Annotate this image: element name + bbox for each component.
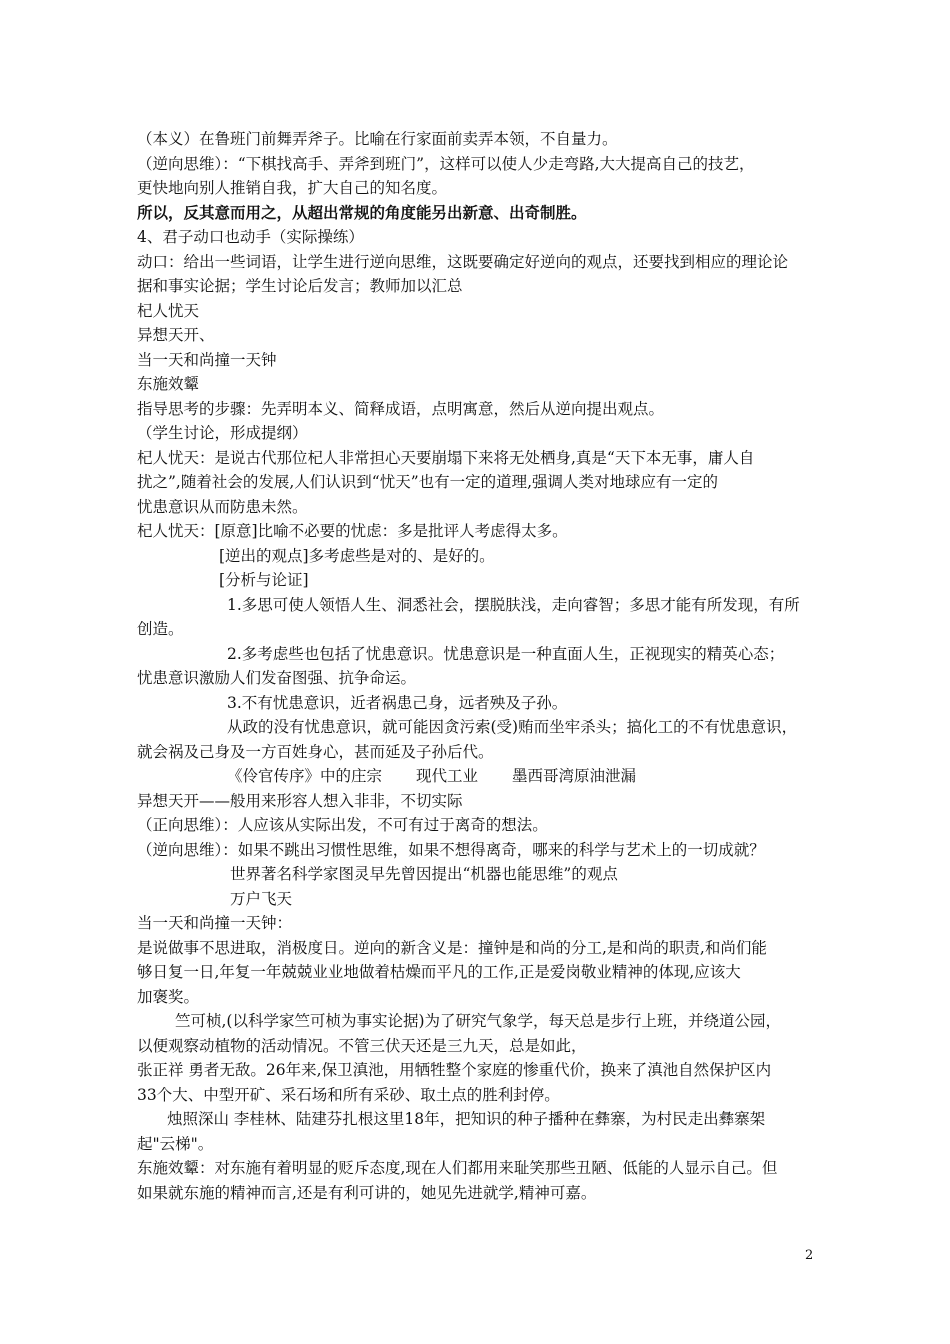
text-line: 指导思考的步骤：先弄明本义、简释成语，点明寓意，然后从逆向提出观点。 bbox=[137, 399, 665, 418]
text-line: （逆向思维）：“下棋找高手、弄斧到班门”，这样可以使人少走弯路,大大提高自己的技艺， bbox=[137, 154, 755, 173]
text-line: （正向思维）：人应该从实际出发，不可有过于离奇的想法。 bbox=[137, 816, 548, 834]
text-line: 竺可桢,(以科学家竺可桢为事实论据)为了研究气象学，每天总是步行上班，并绕道公园， bbox=[175, 1012, 782, 1030]
examples-line bbox=[137, 764, 819, 789]
text-line: 就会祸及己身及一方百姓身心，甚而延及子孙后代。 bbox=[137, 742, 494, 761]
text-line: 烛照深山 李桂林、陆建芬扎根这里18年，把知识的种子播种在彝寨，为村民走出彝寨架 bbox=[167, 1110, 766, 1128]
text-line: 忧患意识激励人们发奋图强、抗争命运。 bbox=[137, 669, 417, 687]
example-oil-spill: 墨西哥湾原油泄漏 bbox=[512, 767, 637, 785]
text-line: （逆向思维）：如果不跳出习惯性思维，如果不想得离奇，哪来的科学与艺术上的一切成就？ bbox=[137, 840, 765, 859]
example-industry: 现代工业 bbox=[416, 767, 479, 785]
section-heading: 4、君子动口也动手（实际操练） bbox=[137, 228, 364, 246]
text-line: 更快地向别人推销自我，扩大自己的知名度。 bbox=[137, 179, 448, 197]
text-line: 起"云梯"。 bbox=[137, 1134, 214, 1153]
text-line: 够日复一日,年复一年兢兢业业地做着枯燥而平凡的工作,正是爱岗敬业精神的体现,应该大 bbox=[137, 963, 741, 981]
idiom-item: 东施效颦 bbox=[137, 375, 200, 393]
text-line: （本义）在鲁班门前舞弄斧子。比喻在行家面前卖弄本领，不自量力。 bbox=[137, 130, 618, 148]
idiom-item: 异想天开、 bbox=[137, 326, 215, 344]
example-zhuangzong: 《伶官传序》中的庄宗 bbox=[227, 767, 383, 785]
text-line: 世界著名科学家图灵早先曾因提出“机器也能思维”的观点 bbox=[230, 865, 618, 883]
text-line: （学生讨论，形成提纲） bbox=[137, 424, 308, 442]
page-number: 2 bbox=[805, 1248, 814, 1263]
text-line: [逆出的观点]多考虑些是对的、是好的。 bbox=[219, 546, 495, 565]
text-line: 据和事实论据；学生讨论后发言；教师加以汇总 bbox=[137, 277, 463, 295]
text-line: 如果就东施的精神而言,还是有利可讲的，她见先进就学,精神可嘉。 bbox=[137, 1183, 597, 1202]
text-line: 万户飞天 bbox=[230, 889, 293, 908]
numbered-point: 1.多思可使人领悟人生、洞悉社会，摆脱肤浅，走向睿智；多思才能有所发现，有所 bbox=[227, 595, 800, 614]
text-line: 从政的没有忧患意识，就可能因贪污索(受)贿而坐牢杀头；搞化工的不有忧患意识， bbox=[227, 718, 798, 736]
text-line: 扰之”,随着社会的发展,人们认识到“忧天”也有一定的道理,强调人类对地球应有一定的 bbox=[137, 473, 719, 491]
text-line: 以便观察动植物的活动情况。不管三伏天还是三九天，总是如此， bbox=[137, 1036, 587, 1055]
text-line: 忧患意识从而防患未然。 bbox=[137, 497, 308, 516]
text-line: 创造。 bbox=[137, 620, 184, 638]
text-line: 是说做事不思进取，消极度日。逆向的新含义是：撞钟是和尚的分工,是和尚的职责,和尚们能 bbox=[137, 938, 767, 957]
numbered-point: 2.多考虑些也包括了忧患意识。忧患意识是一种直面人生，正视现实的精英心态； bbox=[227, 644, 785, 663]
text-line: 异想天开——般用来形容人想入非非，不切实际 bbox=[137, 791, 463, 810]
text-line: 杞人忧天：[原意]比喻不必要的忧虑：多是批评人考虑得太多。 bbox=[137, 522, 568, 540]
document-body bbox=[137, 127, 819, 1205]
text-line: [分析与论证] bbox=[219, 571, 309, 589]
text-line: 张正祥 勇者无敌。26年来,保卫滇池，用牺牲整个家庭的惨重代价，换来了滇池自然保护区内 bbox=[137, 1061, 772, 1079]
idiom-item: 杞人忧天 bbox=[137, 301, 200, 320]
idiom-item: 当一天和尚撞一天钟 bbox=[137, 350, 277, 369]
text-line: 33个大、中型开矿、采石场和所有采砂、取土点的胜利封停。 bbox=[137, 1085, 560, 1104]
text-line: 当一天和尚撞一天钟： bbox=[137, 914, 293, 932]
numbered-point: 3.不有忧患意识，近者祸患己身，远者殃及子孙。 bbox=[227, 693, 568, 712]
text-line: 加褒奖。 bbox=[137, 987, 200, 1006]
bold-conclusion: 所以，反其意而用之，从超出常规的角度能另出新意、出奇制胜。 bbox=[137, 202, 587, 222]
text-line: 动口：给出一些词语，让学生进行逆向思维，这既要确定好逆向的观点，还要找到相应的理论论 bbox=[137, 252, 789, 271]
text-line: 东施效颦：对东施有着明显的贬斥态度,现在人们都用来耻笑那些丑陋、低能的人显示自己。但 bbox=[137, 1159, 778, 1177]
text-line: 杞人忧天：是说古代那位杞人非常担心天要崩塌下来将无处栖身,真是“天下本无事，庸人自 bbox=[137, 448, 755, 467]
